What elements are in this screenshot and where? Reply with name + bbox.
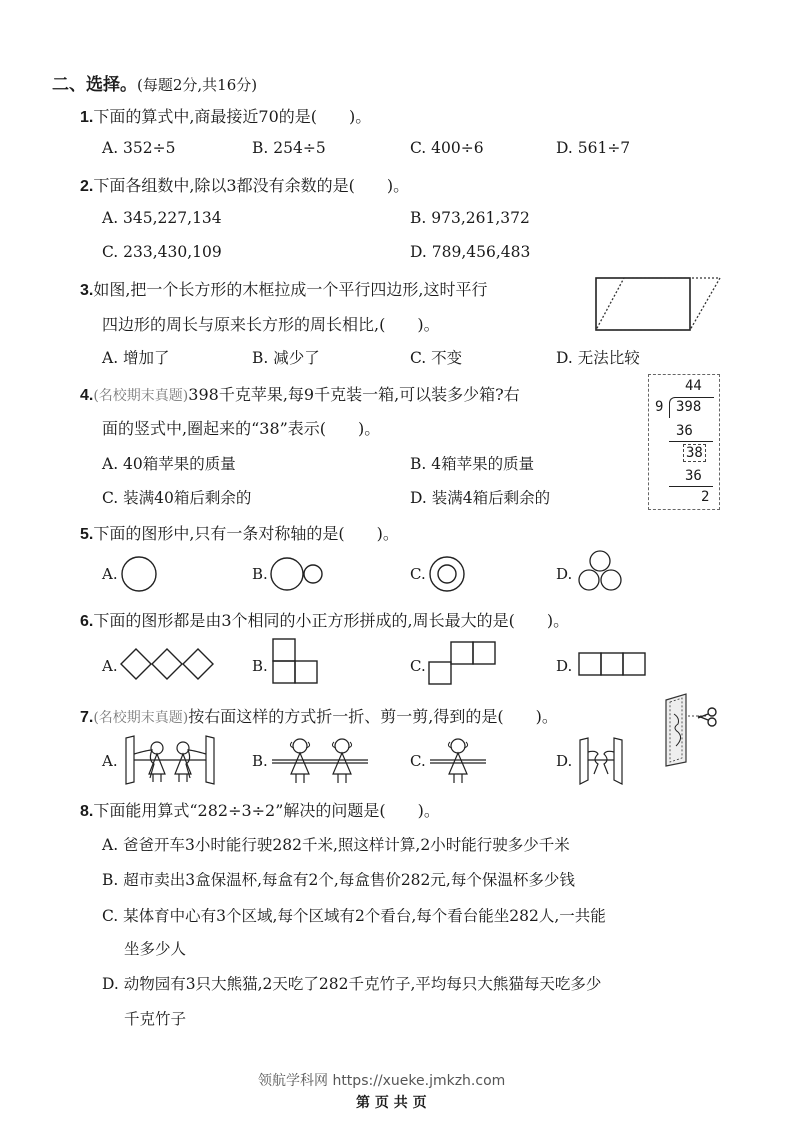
option-d-continuation: 千克竹子 (124, 1010, 187, 1028)
cutout-figures-option-a (120, 734, 220, 786)
option-c: C. 不变 (410, 349, 463, 367)
single-circle-icon (120, 556, 160, 592)
section-scoring: (每题2分,共16分) (137, 76, 258, 94)
option-d: D. 无法比较 (556, 349, 640, 367)
source-tag: (名校期末真题) (93, 388, 189, 404)
option-a: A. 爸爸开车3小时能行驶282千米,照这样计算,2小时能行驶多少千米 (102, 836, 570, 854)
step-squares-icon (428, 641, 496, 685)
division-quotient: 44 (685, 378, 702, 394)
l-shape-squares-icon (272, 638, 318, 684)
option-a-label: A. (102, 657, 118, 675)
cutout-figures-option-c (428, 734, 488, 786)
option-d: D. 561÷7 (556, 139, 631, 157)
option-b: B. 减少了 (252, 349, 320, 367)
rectangle-parallelogram-figure (594, 276, 724, 332)
option-a-label: A. (102, 752, 118, 770)
option-d: D. 装满4箱后剩余的 (410, 489, 551, 507)
question-7: 7.(名校期末真题)按右面这样的方式折一折、剪一剪,得到的是( )。 (80, 707, 558, 726)
question-2: 2.下面各组数中,除以3都没有余数的是( )。 (80, 176, 410, 195)
option-b: B. 973,261,372 (410, 209, 530, 227)
option-d-label: D. (556, 657, 573, 675)
division-rule (669, 486, 713, 487)
cutout-figures-option-b (270, 734, 370, 786)
question-text: 下面的图形都是由3个相同的小正方形拼成的,周长最大的是( )。 (93, 611, 570, 630)
question-text-line2: 四边形的周长与原来长方形的周长相比,( )。 (102, 315, 440, 334)
question-5: 5.下面的图形中,只有一条对称轴的是( )。 (80, 524, 399, 543)
division-step2-boxed: 38 (683, 444, 706, 462)
division-remainder: 2 (701, 489, 710, 505)
option-b: B. 超市卖出3盒保温杯,每盒有2个,每盒售价282元,每个保温杯多少钱 (102, 871, 575, 889)
question-text-line1: 398千克苹果,每9千克装一箱,可以装多少箱?右 (188, 385, 520, 404)
option-b-label: B. (252, 565, 268, 583)
question-text: 按右面这样的方式折一折、剪一剪,得到的是( )。 (188, 707, 558, 726)
option-c-continuation: 坐多少人 (124, 940, 187, 958)
division-step1: 36 (676, 423, 693, 439)
diamond-squares-icon (120, 648, 216, 680)
question-text: 下面的算式中,商最接近70的是( )。 (93, 107, 372, 126)
option-b: B. 254÷5 (252, 139, 326, 157)
option-d-label: D. (556, 565, 573, 583)
two-circles-icon (270, 556, 326, 592)
question-3: 3.如图,把一个长方形的木框拉成一个平行四边形,这时平行 (80, 280, 488, 299)
option-d: D. 动物园有3只大熊猫,2天吃了282千克竹子,平均每只大熊猫每天吃多少 (102, 975, 602, 993)
section-title: 二、选择。 (52, 75, 137, 95)
division-dividend: 398 (676, 399, 702, 415)
option-d: D. 789,456,483 (410, 243, 531, 261)
question-4: 4.(名校期末真题)398千克苹果,每9千克装一箱,可以装多少箱?右 (80, 385, 520, 404)
concentric-circles-icon (428, 556, 468, 592)
option-c: C. 某体育中心有3个区域,每个区域有2个看台,每个看台能坐282人,一共能 (102, 907, 606, 925)
folded-paper-scissors-icon (662, 692, 724, 766)
question-8: 8.下面能用算式“282÷3÷2”解决的问题是( )。 (80, 801, 440, 820)
question-text: 下面的图形中,只有一条对称轴的是( )。 (93, 524, 399, 543)
option-b: B. 4箱苹果的质量 (410, 455, 535, 473)
question-text: 下面能用算式“282÷3÷2”解决的问题是( )。 (93, 801, 440, 820)
option-c-label: C. (410, 565, 426, 583)
question-text-line1: 如图,把一个长方形的木框拉成一个平行四边形,这时平行 (93, 280, 488, 299)
question-1: 1.下面的算式中,商最接近70的是( )。 (80, 107, 372, 126)
option-c-label: C. (410, 752, 426, 770)
option-d-label: D. (556, 752, 573, 770)
option-a: A. 40箱苹果的质量 (102, 455, 236, 473)
division-step3: 36 (685, 468, 702, 484)
division-divisor: 9 (655, 399, 664, 415)
row-squares-icon (578, 652, 646, 676)
section-header (52, 70, 257, 95)
question-text-line2: 面的竖式中,圈起来的“38”表示( )。 (102, 419, 381, 438)
three-circles-icon (576, 550, 624, 594)
option-a: A. 352÷5 (102, 139, 176, 157)
option-c: C. 233,430,109 (102, 243, 222, 261)
option-b-label: B. (252, 657, 268, 675)
option-b-label: B. (252, 752, 268, 770)
long-division-figure (648, 374, 720, 510)
option-c: C. 400÷6 (410, 139, 484, 157)
question-text: 下面各组数中,除以3都没有余数的是( )。 (93, 176, 410, 195)
page-number: 第 页 共 页 (356, 1095, 427, 1111)
option-a: A. 增加了 (102, 349, 170, 367)
option-c-label: C. (410, 657, 426, 675)
option-a: A. 345,227,134 (102, 209, 222, 227)
option-a-label: A. (102, 565, 118, 583)
cutout-figures-option-d (576, 736, 626, 786)
question-6: 6.下面的图形都是由3个相同的小正方形拼成的,周长最大的是( )。 (80, 611, 570, 630)
source-tag: (名校期末真题) (93, 710, 189, 726)
footer-watermark: 领航学科网 https://xueke.jmkzh.com (258, 1073, 506, 1089)
option-c: C. 装满40箱后剩余的 (102, 489, 252, 507)
division-rule (669, 441, 713, 442)
